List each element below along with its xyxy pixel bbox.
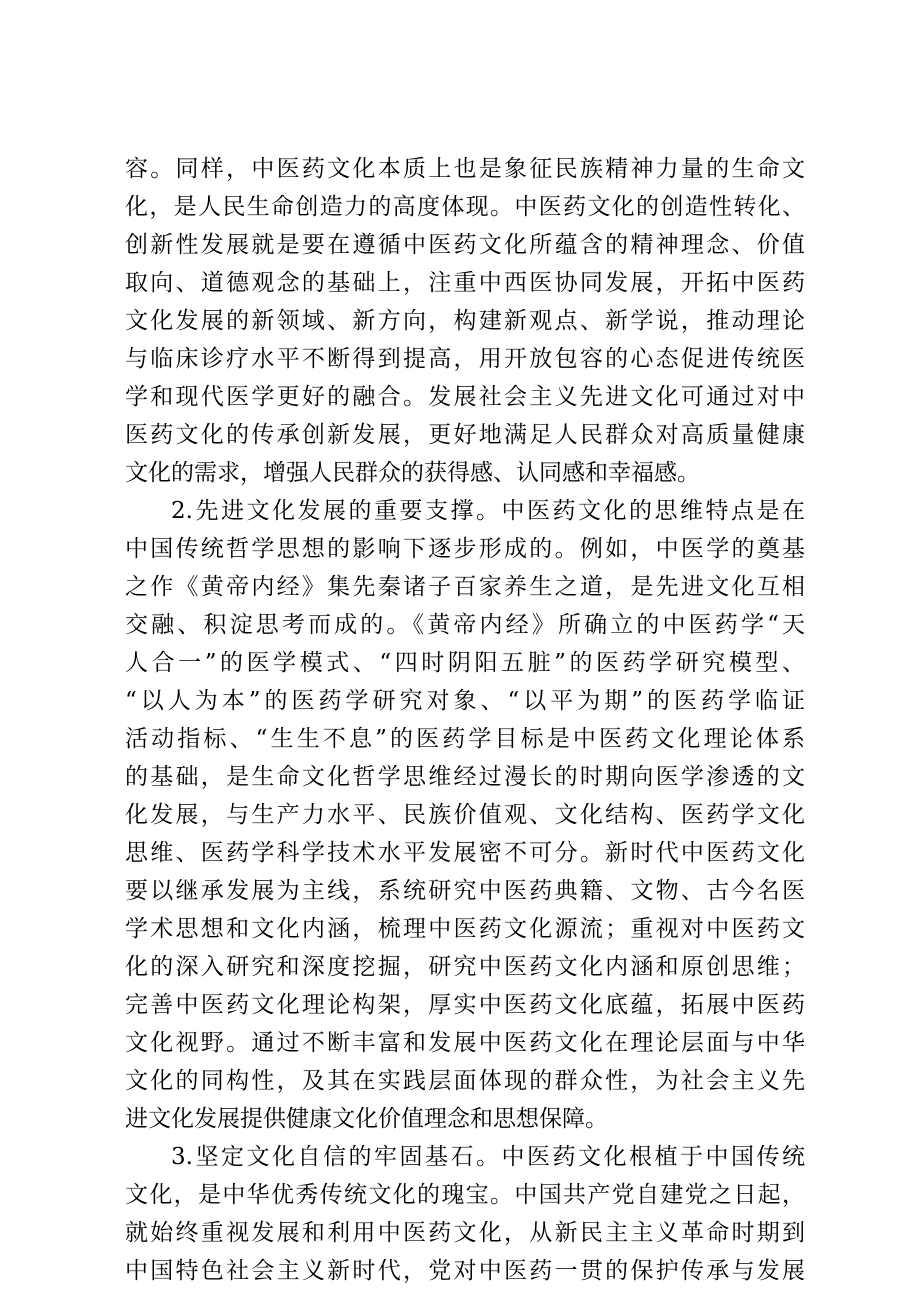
text-line: “以人为本”的医药学研究对象、“以平为期”的医药学临证 — [125, 688, 805, 714]
text-line: 文化的需求，增强人民群众的获得感、认同感和幸福感。 — [125, 460, 700, 486]
text-line: 容。同样，中医药文化本质上也是象征民族精神力量的生命文 — [125, 156, 805, 182]
text-line: 创新性发展就是要在遵循中医药文化所蕴含的精神理念、价值 — [125, 232, 805, 258]
text-line: 学术思想和文化内涵，梳理中医药文化源流；重视对中医药文 — [125, 916, 805, 942]
text-line: 化，是人民生命创造力的高度体现。中医药文化的创造性转化、 — [125, 194, 805, 220]
text-line: 医药文化的传承创新发展，更好地满足人民群众对高质量健康 — [125, 422, 805, 448]
text-line: 文化视野。通过不断丰富和发展中医药文化在理论层面与中华 — [125, 1030, 805, 1056]
text-line: 文化发展的新领域、新方向，构建新观点、新学说，推动理论 — [125, 308, 805, 334]
text-line: 进文化发展提供健康文化价值理念和思想保障。 — [125, 1106, 608, 1132]
paragraph-heading-3: 3.坚定文化自信的牢固基石。中医药文化根植于中国传统 — [171, 1144, 805, 1170]
text-line: 文化，是中华优秀传统文化的瑰宝。中国共产党自建党之日起， — [125, 1182, 805, 1208]
text-line: 化发展，与生产力水平、民族价值观、文化结构、医药学文化 — [125, 802, 805, 828]
text-line: 中国特色社会主义新时代，党对中医药一贯的保护传承与发展 — [125, 1258, 805, 1284]
text-line: 与临床诊疗水平不断得到提高，用开放包容的心态促进传统医 — [125, 346, 805, 372]
text-line: 就始终重视发展和利用中医药文化，从新民主主义革命时期到 — [125, 1220, 805, 1246]
text-line: 的基础，是生命文化哲学思维经过漫长的时期向医学渗透的文 — [125, 764, 805, 790]
paragraph-heading-2: 2.先进文化发展的重要支撑。中医药文化的思维特点是在 — [171, 498, 805, 524]
text-line: 文化的同构性，及其在实践层面体现的群众性，为社会主义先 — [125, 1068, 805, 1094]
text-line: 完善中医药文化理论构架，厚实中医药文化底蕴，拓展中医药 — [125, 992, 805, 1018]
text-line: 交融、积淀思考而成的。《黄帝内经》所确立的中医药学“天 — [125, 612, 805, 638]
text-line: 活动指标、“生生不息”的医药学目标是中医药文化理论体系 — [125, 726, 805, 752]
text-line: 要以继承发展为主线，系统研究中医药典籍、文物、古今名医 — [125, 878, 805, 904]
text-line: 学和现代医学更好的融合。发展社会主义先进文化可通过对中 — [125, 384, 805, 410]
text-line: 人合一”的医学模式、“四时阴阳五脏”的医药学研究模型、 — [125, 650, 805, 676]
text-line: 中国传统哲学思想的影响下逐步形成的。例如，中医学的奠基 — [125, 536, 805, 562]
text-line: 之作《黄帝内经》集先秦诸子百家养生之道，是先进文化互相 — [125, 574, 805, 600]
text-line: 取向、道德观念的基础上，注重中西医协同发展，开拓中医药 — [125, 270, 805, 296]
text-line: 思维、医药学科学技术水平发展密不可分。新时代中医药文化 — [125, 840, 805, 866]
text-line: 化的深入研究和深度挖掘，研究中医药文化内涵和原创思维； — [125, 954, 805, 980]
